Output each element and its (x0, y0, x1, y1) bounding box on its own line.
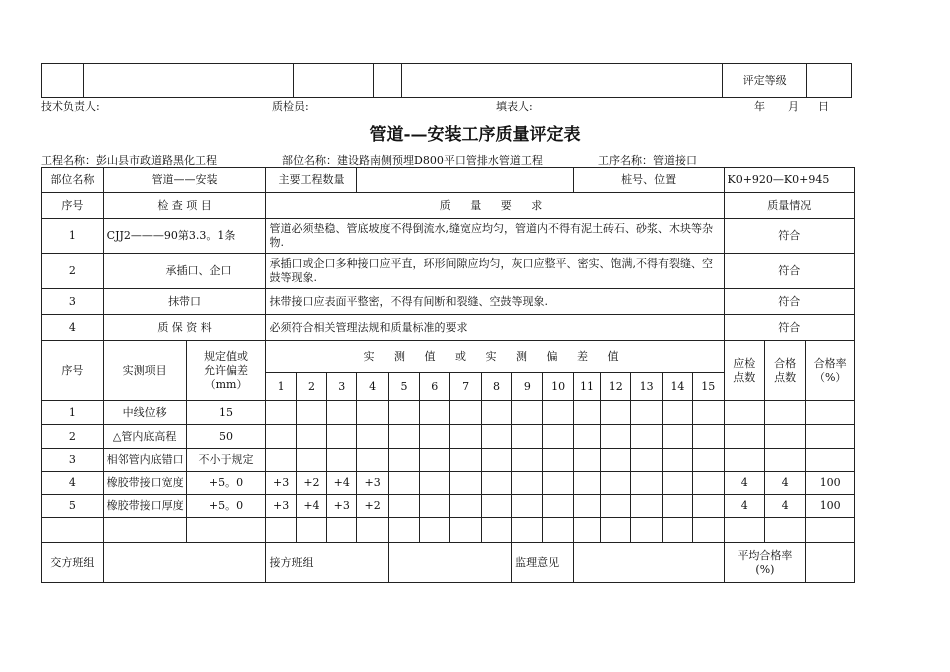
check-no: 1 (42, 219, 104, 254)
col-number: 2 (296, 373, 326, 401)
measure-value (388, 401, 419, 425)
part-value: 管道——安装 (103, 168, 266, 193)
col-number: 4 (357, 373, 388, 401)
should-line1: 应检 (733, 356, 756, 370)
measure-value: +2 (357, 495, 388, 518)
measure-value (631, 425, 662, 449)
pass-line1: 合格 (774, 356, 797, 370)
measure-value (601, 495, 631, 518)
measure-no (42, 518, 104, 543)
measure-value (512, 472, 543, 495)
rate-line1: 合格率 (813, 356, 847, 370)
measure-value (296, 518, 326, 543)
spec-line1: 规定值或 (204, 349, 249, 363)
rate-line2: （%） (813, 370, 847, 384)
handover-value (103, 543, 266, 583)
avg-line1: 平均合格率 (737, 548, 793, 562)
measure-row (42, 401, 855, 425)
check-item: CJJ2———90第3.3。1条 (103, 219, 266, 254)
measure-value (481, 401, 511, 425)
measure-no: 1 (42, 401, 104, 425)
top-cell-4 (373, 64, 401, 98)
page-title: 管道-—安装工序质量评定表 (369, 125, 581, 145)
should-points (724, 425, 764, 449)
measure-value (631, 401, 662, 425)
measure-spec: 15 (186, 401, 266, 425)
check-no: 3 (42, 289, 104, 315)
measure-item: 橡胶带接口宽度 (103, 472, 186, 495)
measure-value: +3 (357, 472, 388, 495)
measure-value (573, 495, 600, 518)
part-label: 部位名称 (42, 168, 104, 193)
check-status: 符合 (724, 289, 855, 315)
measure-no: 3 (42, 449, 104, 472)
measure-value (543, 495, 573, 518)
footer-row (42, 543, 855, 583)
col-number: 3 (327, 373, 357, 401)
check-status-header: 质量情况 (724, 193, 855, 219)
pass-points-header (764, 341, 805, 401)
check-row (42, 315, 855, 341)
measure-value (420, 472, 450, 495)
measure-values-header: 实 测 值 或 实 测 偏 差 值 (266, 341, 724, 373)
should-points (724, 401, 764, 425)
col-number: 12 (601, 373, 631, 401)
measure-value (357, 401, 388, 425)
measure-value (662, 518, 692, 543)
measure-value (601, 472, 631, 495)
top-cell-5 (401, 64, 723, 98)
pass-rate-header (806, 341, 855, 401)
measure-row (42, 425, 855, 449)
measure-value (601, 425, 631, 449)
measure-value (420, 495, 450, 518)
measure-value (450, 425, 481, 449)
process-name: 工序名称：管道接口 (598, 154, 697, 167)
inspector-label: 质检员: (272, 100, 309, 113)
month-label: 月 (788, 100, 799, 113)
measure-value (601, 401, 631, 425)
measure-value (512, 449, 543, 472)
pass-points (764, 425, 805, 449)
check-req: 管道必须垫稳、管底坡度不得倒流水,缝宽应均匀，管道内不得有泥土砖石、砂浆、木块等杂物. (266, 219, 724, 254)
measure-value (450, 449, 481, 472)
check-req: 抹带接口应表面平整密，不得有间断和裂缝、空鼓等现象. (266, 289, 724, 315)
check-row (42, 219, 855, 254)
measure-body (42, 401, 855, 543)
measure-value (481, 472, 511, 495)
top-cell-1 (42, 64, 84, 98)
tech-lead-label: 技术负责人: (41, 100, 100, 113)
measure-value (693, 449, 724, 472)
check-req: 承插口或企口多种接口应平直，环形间隙应均匀，灰口应整平、密实、饱满,不得有裂缝、空鼓等现象. (266, 254, 724, 289)
measure-spec (186, 518, 266, 543)
pass-line2: 点数 (774, 370, 797, 384)
measure-value (693, 401, 724, 425)
measure-value (450, 518, 481, 543)
measure-value (512, 425, 543, 449)
col-number: 10 (543, 373, 573, 401)
col-number: 9 (512, 373, 543, 401)
measure-item: 中线位移 (103, 401, 186, 425)
check-no-header: 序号 (42, 193, 104, 219)
measure-value (662, 449, 692, 472)
check-req-header: 质 量 要 求 (266, 193, 724, 219)
measure-value (420, 518, 450, 543)
measure-value (388, 495, 419, 518)
measure-value (327, 425, 357, 449)
measure-value (601, 518, 631, 543)
station-value: K0+920—K0+945 (724, 168, 855, 193)
measure-value (450, 401, 481, 425)
measure-value (481, 495, 511, 518)
check-item-header: 检 查 项 目 (103, 193, 266, 219)
measure-value (631, 518, 662, 543)
measure-value (296, 449, 326, 472)
measure-value (296, 425, 326, 449)
measure-spec: +5。0 (186, 495, 266, 518)
measure-no: 5 (42, 495, 104, 518)
supervisor-value (573, 543, 724, 583)
measure-value (266, 518, 296, 543)
check-status: 符合 (724, 219, 855, 254)
spec-line2: 允许偏差 (204, 363, 249, 377)
measure-value (573, 401, 600, 425)
measure-item (103, 518, 186, 543)
col-number: 7 (450, 373, 481, 401)
should-points: 4 (724, 472, 764, 495)
pass-rate (806, 449, 855, 472)
measure-value (388, 425, 419, 449)
measure-value (512, 518, 543, 543)
measure-value (543, 472, 573, 495)
pass-rate (806, 401, 855, 425)
measure-value (420, 449, 450, 472)
measure-value (693, 518, 724, 543)
filler-label: 填表人: (496, 100, 533, 113)
measure-item: 橡胶带接口厚度 (103, 495, 186, 518)
measure-item-header: 实测项目 (103, 341, 186, 401)
check-item: 质 保 资 料 (103, 315, 266, 341)
measure-value (573, 518, 600, 543)
should-line2: 点数 (733, 370, 756, 384)
col-number: 6 (420, 373, 450, 401)
measure-no: 2 (42, 425, 104, 449)
measure-value (481, 449, 511, 472)
measure-spec: +5。0 (186, 472, 266, 495)
pass-points (764, 449, 805, 472)
measure-value (573, 449, 600, 472)
should-points-header (724, 341, 764, 401)
measure-value (327, 449, 357, 472)
measure-value: +3 (327, 495, 357, 518)
check-req: 必须符合相关管理法规和质量标准的要求 (266, 315, 724, 341)
col-number: 14 (662, 373, 692, 401)
col-number: 8 (481, 373, 511, 401)
measure-value: +4 (296, 495, 326, 518)
avg-rate-value (806, 543, 855, 583)
top-stub-table (41, 63, 852, 98)
check-header-row (42, 193, 855, 219)
measure-item: 相邻管内底错口 (103, 449, 186, 472)
check-status: 符合 (724, 254, 855, 289)
measure-value (266, 425, 296, 449)
measure-value (357, 425, 388, 449)
measure-header-row (42, 341, 855, 373)
measure-value (266, 401, 296, 425)
pass-points: 4 (764, 495, 805, 518)
spec-line3: （mm） (204, 377, 248, 391)
col-number: 11 (573, 373, 600, 401)
measure-value (357, 518, 388, 543)
measure-value (662, 425, 692, 449)
measure-row (42, 472, 855, 495)
measure-value (573, 425, 600, 449)
measure-value (543, 449, 573, 472)
grade-label: 评定等级 (723, 64, 807, 98)
pass-rate: 100 (806, 472, 855, 495)
measure-spec: 不小于规定 (186, 449, 266, 472)
col-number: 5 (388, 373, 419, 401)
pass-points: 4 (764, 472, 805, 495)
col-number: 15 (693, 373, 724, 401)
receiver-value (388, 543, 511, 583)
quality-form-table (41, 167, 855, 583)
measure-value (631, 495, 662, 518)
measure-value (450, 495, 481, 518)
main-qty-label: 主要工程数量 (266, 168, 357, 193)
check-row (42, 254, 855, 289)
measure-value (481, 425, 511, 449)
measure-value (693, 425, 724, 449)
project-name: 工程名称：彭山县市政道路黑化工程 (41, 154, 217, 167)
pass-rate (806, 518, 855, 543)
measure-row (42, 495, 855, 518)
top-cell-3 (294, 64, 374, 98)
measure-value (420, 401, 450, 425)
handover-label: 交方班组 (42, 543, 104, 583)
measure-value (327, 518, 357, 543)
measure-value (481, 518, 511, 543)
measure-value (662, 472, 692, 495)
measure-value (388, 518, 419, 543)
pass-points (764, 518, 805, 543)
measure-value (693, 472, 724, 495)
measure-value (601, 449, 631, 472)
measure-value (573, 472, 600, 495)
measure-value (266, 449, 296, 472)
check-item: 抹带口 (103, 289, 266, 315)
measure-spec-header (186, 341, 266, 401)
check-status: 符合 (724, 315, 855, 341)
measure-value: +4 (327, 472, 357, 495)
measure-no: 4 (42, 472, 104, 495)
measure-value (420, 425, 450, 449)
measure-row (42, 449, 855, 472)
measure-value (296, 401, 326, 425)
check-no: 4 (42, 315, 104, 341)
col-number: 1 (266, 373, 296, 401)
measure-value: +3 (266, 495, 296, 518)
measure-value (388, 449, 419, 472)
measure-spec: 50 (186, 425, 266, 449)
measure-value (357, 449, 388, 472)
measure-value (693, 495, 724, 518)
avg-line2: (%) (755, 562, 775, 576)
part-name: 部位名称：建设路南侧预埋D800平口管排水管道工程 (282, 154, 543, 167)
measure-value (450, 472, 481, 495)
measure-value: +2 (296, 472, 326, 495)
year-label: 年 (754, 100, 765, 113)
measure-item: △管内底高程 (103, 425, 186, 449)
measure-row (42, 518, 855, 543)
avg-rate-label (724, 543, 806, 583)
measure-value (631, 472, 662, 495)
should-points (724, 518, 764, 543)
measure-value (662, 401, 692, 425)
col-number: 13 (631, 373, 662, 401)
check-item: 承插口、企口 (103, 254, 266, 289)
pass-rate (806, 425, 855, 449)
grade-value (807, 64, 852, 98)
should-points (724, 449, 764, 472)
day-label: 日 (818, 100, 829, 113)
measure-value (388, 472, 419, 495)
measure-value (512, 401, 543, 425)
measure-value (512, 495, 543, 518)
main-qty-value (357, 168, 573, 193)
receiver-label: 接方班组 (266, 543, 388, 583)
should-points: 4 (724, 495, 764, 518)
measure-value (662, 495, 692, 518)
measure-no-header: 序号 (42, 341, 104, 401)
measure-value (543, 425, 573, 449)
station-label: 桩号、位置 (573, 168, 724, 193)
check-no: 2 (42, 254, 104, 289)
measure-value (631, 449, 662, 472)
check-row (42, 289, 855, 315)
pass-points (764, 401, 805, 425)
measure-value (543, 518, 573, 543)
measure-value: +3 (266, 472, 296, 495)
measure-value (327, 401, 357, 425)
measure-value (543, 401, 573, 425)
pass-rate: 100 (806, 495, 855, 518)
header-row (42, 168, 855, 193)
top-cell-2 (83, 64, 293, 98)
supervisor-label: 监理意见 (512, 543, 574, 583)
